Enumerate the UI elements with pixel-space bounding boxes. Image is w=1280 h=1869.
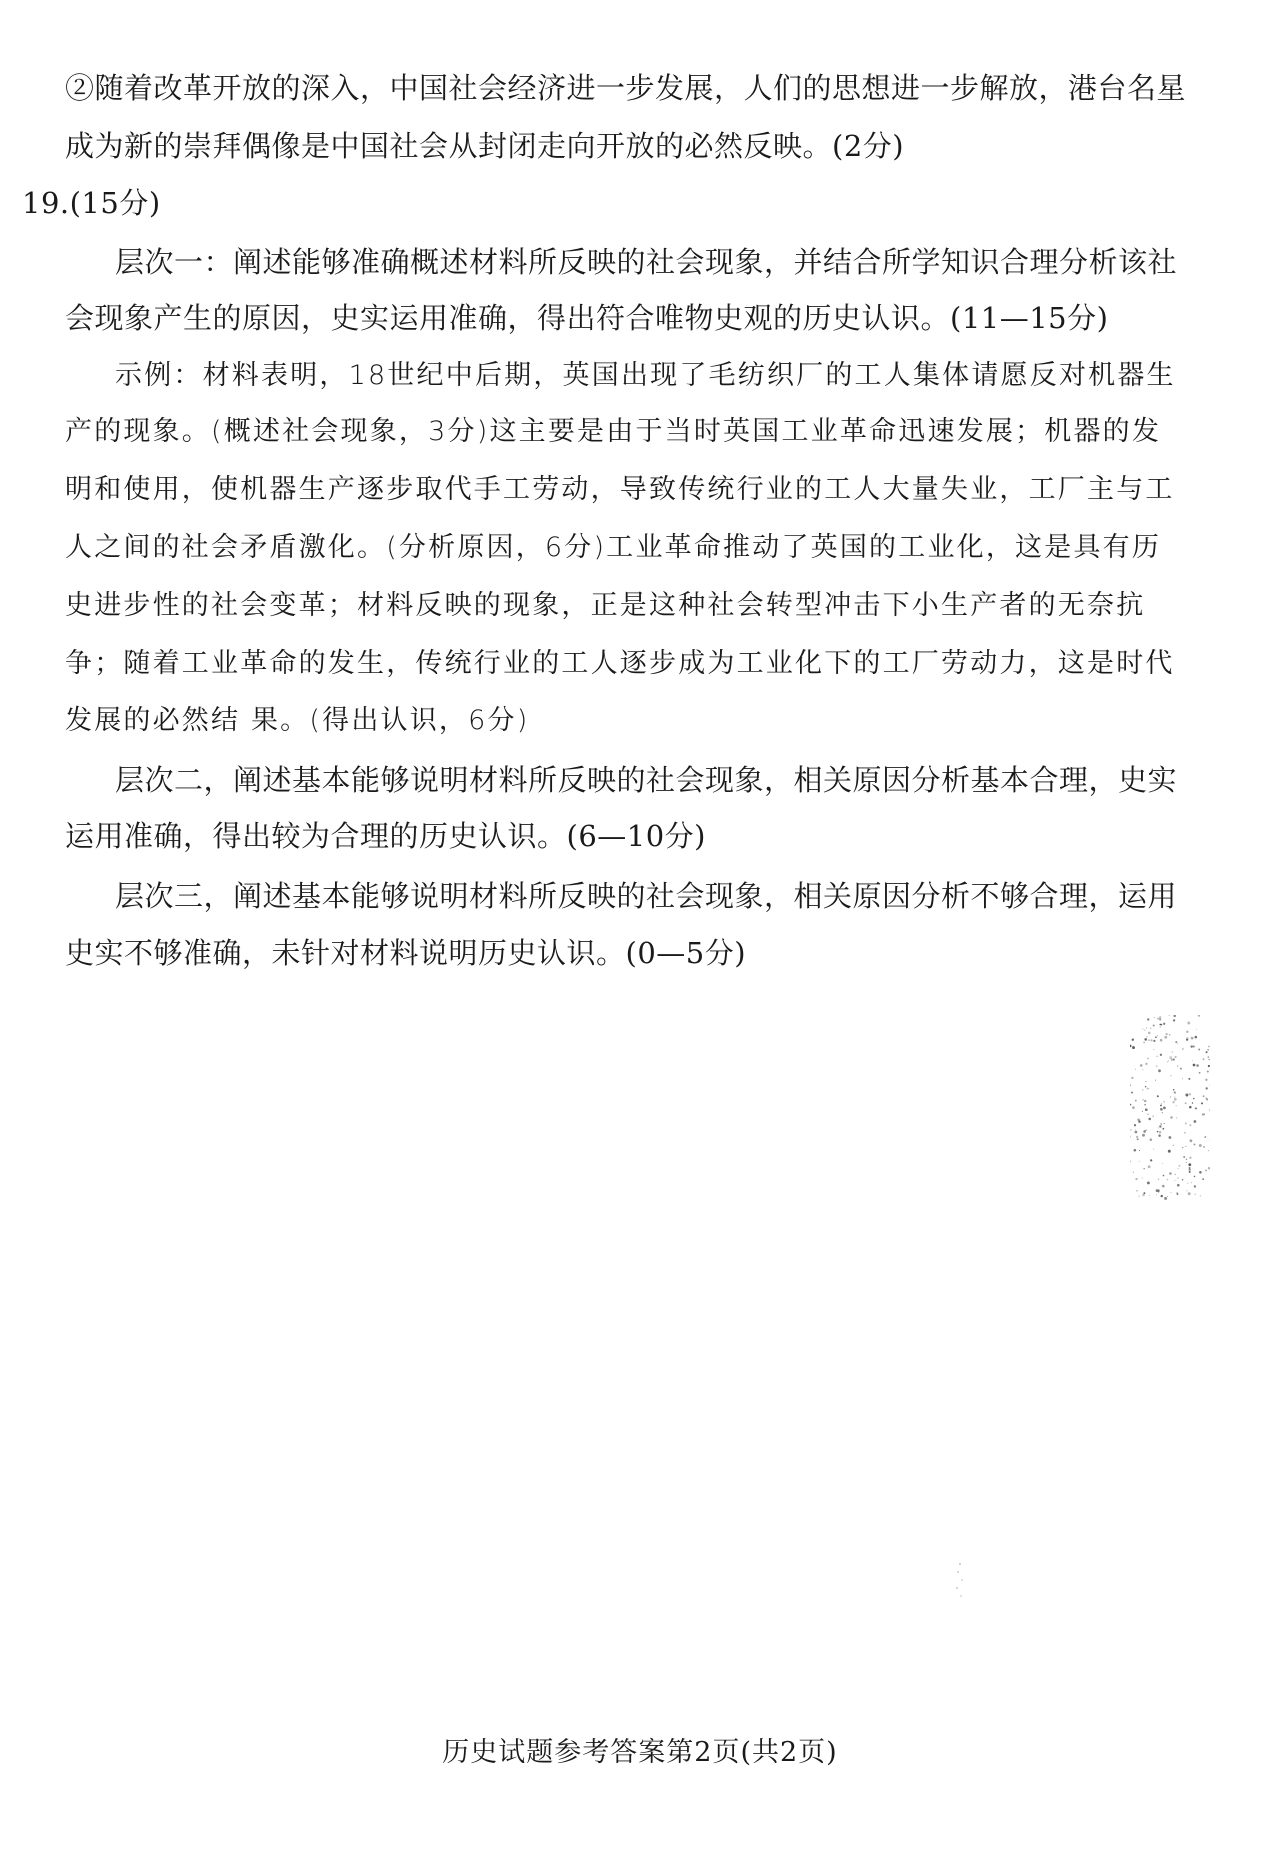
level-1-line-2: 会现象产生的原因，史实运用准确，得出符合唯物史观的历史认识。(11—15分) — [65, 301, 1109, 335]
level-3-line-2: 史实不够准确，未针对材料说明历史认识。(0—5分) — [65, 936, 747, 970]
example-line-1: 示例：材料表明，18世纪中后期，英国出现了毛纺织厂的工人集体请愿反对机器生 — [115, 360, 1176, 391]
example-line-7: 发展的必然结 果。(得出认识，6分) — [65, 705, 530, 736]
level-3-line-1: 层次三，阐述基本能够说明材料所反映的社会现象，相关原因分析不够合理，运用 — [115, 879, 1178, 913]
level-1-line-1: 层次一：阐述能够准确概述材料所反映的社会现象，并结合所学知识合理分析该社 — [115, 245, 1178, 279]
example-line-3: 明和使用，使机器生产逐步取代手工劳动，导致传统行业的工人大量失业，工厂主与工 — [65, 474, 1175, 505]
example-line-4: 人之间的社会矛盾激化。(分析原因，6分)工业革命推动了英国的工业化，这是具有历 — [65, 532, 1162, 563]
answer-18-2-line-1: ②随着改革开放的深入，中国社会经济进一步发展，人们的思想进一步解放，港台名星 — [65, 71, 1187, 105]
example-line-2: 产的现象。(概述社会现象，3分)这主要是由于当时英国工业革命迅速发展；机器的发 — [65, 416, 1162, 447]
question-19-header: 19.(15分) — [22, 186, 161, 220]
level-2-line-2: 运用准确，得出较为合理的历史认识。(6—10分) — [65, 819, 706, 853]
scan-noise-speckle — [1130, 1015, 1210, 1200]
scan-noise-mark — [950, 1560, 970, 1600]
answer-18-2-line-2: 成为新的崇拜偶像是中国社会从封闭走向开放的必然反映。(2分) — [65, 129, 905, 163]
level-2-line-1: 层次二，阐述基本能够说明材料所反映的社会现象，相关原因分析基本合理，史实 — [115, 763, 1178, 797]
example-line-5: 史进步性的社会变革；材料反映的现象，正是这种社会转型冲击下小生产者的无奈抗 — [65, 590, 1146, 621]
example-line-6: 争；随着工业革命的发生，传统行业的工人逐步成为工业化下的工厂劳动力，这是时代 — [65, 648, 1175, 679]
page-footer: 历史试题参考答案第2页(共2页) — [442, 1737, 838, 1768]
